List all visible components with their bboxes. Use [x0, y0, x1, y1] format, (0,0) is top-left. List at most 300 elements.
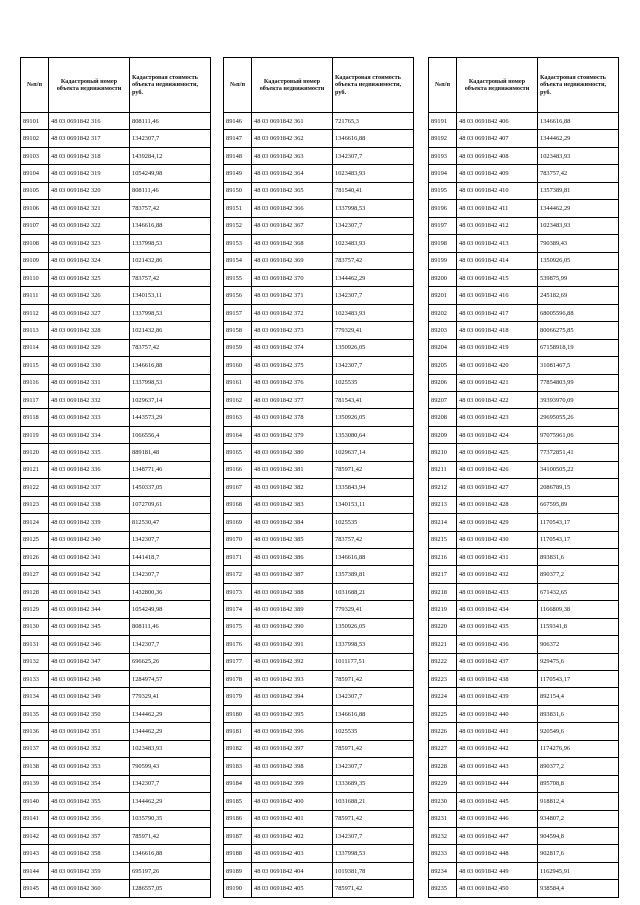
cadastral-number-cell: 48 03 0691842 406 — [457, 113, 538, 130]
cadastral-cost-cell: 890377,2 — [538, 566, 619, 583]
table-row — [429, 566, 619, 583]
row-number-cell: 89230 — [429, 793, 457, 810]
cadastral-cost-cell: 1023483,93 — [130, 740, 211, 757]
row-number-cell: 89203 — [429, 322, 457, 339]
row-number-cell: 89127 — [21, 566, 49, 583]
table-row — [21, 496, 211, 513]
table-row — [224, 827, 414, 844]
row-number-cell: 89157 — [224, 304, 252, 321]
table-row — [224, 653, 414, 670]
row-number-cell: 89205 — [429, 357, 457, 374]
row-number-cell: 89225 — [429, 705, 457, 722]
row-number-cell: 89147 — [224, 130, 252, 147]
table-row — [224, 182, 414, 199]
row-number-cell: 89195 — [429, 182, 457, 199]
cadastral-number-cell: 48 03 0691842 390 — [252, 618, 333, 635]
table-body — [429, 113, 619, 898]
cadastral-cost-cell: 783757,42 — [130, 269, 211, 286]
cadastral-number-cell: 48 03 0691842 439 — [457, 688, 538, 705]
cadastral-number-cell: 48 03 0691842 387 — [252, 566, 333, 583]
row-number-cell: 89139 — [21, 775, 49, 792]
cadastral-cost-cell: 929475,6 — [538, 653, 619, 670]
header-cadastral: Кадастровый номер объекта недвижимости — [252, 58, 333, 113]
cadastral-cost-cell: 1443573,29 — [130, 409, 211, 426]
row-number-cell: 89158 — [224, 322, 252, 339]
cadastral-cost-cell: 781543,41 — [333, 392, 414, 409]
row-number-cell: 89133 — [21, 671, 49, 688]
cadastral-number-cell: 48 03 0691842 412 — [457, 217, 538, 234]
table-row — [224, 269, 414, 286]
row-number-cell: 89102 — [21, 130, 49, 147]
cadastral-cost-cell: 1342307,7 — [333, 287, 414, 304]
table-row — [429, 862, 619, 879]
cadastral-cost-cell: 1023483,93 — [333, 165, 414, 182]
row-number-cell: 89151 — [224, 200, 252, 217]
cadastral-cost-cell: 1357389,81 — [538, 182, 619, 199]
cadastral-cost-cell: 1353080,64 — [333, 426, 414, 443]
cadastral-cost-cell: 1342307,7 — [130, 566, 211, 583]
cadastral-number-cell: 48 03 0691842 431 — [457, 548, 538, 565]
table-row — [429, 409, 619, 426]
row-number-cell: 89227 — [429, 740, 457, 757]
cadastral-cost-cell: 1348771,46 — [130, 461, 211, 478]
table-row — [224, 601, 414, 618]
cadastral-number-cell: 48 03 0691842 328 — [49, 322, 130, 339]
cadastral-cost-cell: 80066275,85 — [538, 322, 619, 339]
table-row — [21, 182, 211, 199]
row-number-cell: 89220 — [429, 618, 457, 635]
row-number-cell: 89166 — [224, 461, 252, 478]
cadastral-number-cell: 48 03 0691842 392 — [252, 653, 333, 670]
table-row — [21, 758, 211, 775]
cadastral-number-cell: 48 03 0691842 363 — [252, 147, 333, 164]
cadastral-number-cell: 48 03 0691842 376 — [252, 374, 333, 391]
row-number-cell: 89168 — [224, 496, 252, 513]
cadastral-cost-cell: 721765,3 — [333, 113, 414, 130]
table-row — [21, 479, 211, 496]
cadastral-cost-cell: 1337998,53 — [333, 636, 414, 653]
table-row — [224, 339, 414, 356]
cadastral-number-cell: 48 03 0691842 324 — [49, 252, 130, 269]
cadastral-cost-cell: 1350926,05 — [538, 252, 619, 269]
cadastral-number-cell: 48 03 0691842 325 — [49, 269, 130, 286]
row-number-cell: 89110 — [21, 269, 49, 286]
table-row — [21, 810, 211, 827]
cadastral-cost-cell: 808111,46 — [130, 182, 211, 199]
table-row — [224, 235, 414, 252]
row-number-cell: 89224 — [429, 688, 457, 705]
cadastral-cost-cell: 785971,42 — [333, 810, 414, 827]
table-row — [429, 217, 619, 234]
table-row — [429, 479, 619, 496]
row-number-cell: 89213 — [429, 496, 457, 513]
table-row — [224, 723, 414, 740]
cadastral-cost-cell: 904594,8 — [538, 827, 619, 844]
cadastral-cost-cell: 1035790,35 — [130, 810, 211, 827]
row-number-cell: 89167 — [224, 479, 252, 496]
cadastral-cost-cell: 1337998,53 — [333, 200, 414, 217]
cadastral-cost-cell: 1162945,91 — [538, 862, 619, 879]
cadastral-cost-cell: 1346616,88 — [333, 548, 414, 565]
cadastral-cost-cell: 1350926,05 — [333, 339, 414, 356]
table-row — [224, 845, 414, 862]
row-number-cell: 89134 — [21, 688, 49, 705]
cadastral-number-cell: 48 03 0691842 342 — [49, 566, 130, 583]
cadastral-cost-cell: 1344462,29 — [333, 269, 414, 286]
cadastral-number-cell: 48 03 0691842 316 — [49, 113, 130, 130]
row-number-cell: 89107 — [21, 217, 49, 234]
table-row — [21, 357, 211, 374]
row-number-cell: 89196 — [429, 200, 457, 217]
cadastral-cost-cell: 890377,2 — [538, 758, 619, 775]
row-number-cell: 89146 — [224, 113, 252, 130]
cadastral-cost-cell: 1340153,11 — [130, 287, 211, 304]
cadastral-cost-cell: 783757,42 — [333, 531, 414, 548]
cadastral-number-cell: 48 03 0691842 358 — [49, 845, 130, 862]
row-number-cell: 89211 — [429, 461, 457, 478]
cadastral-cost-cell: 1357389,81 — [333, 566, 414, 583]
cadastral-number-cell: 48 03 0691842 397 — [252, 740, 333, 757]
cadastral-number-cell: 48 03 0691842 442 — [457, 740, 538, 757]
row-number-cell: 89189 — [224, 862, 252, 879]
table-row — [429, 653, 619, 670]
cadastral-number-cell: 48 03 0691842 373 — [252, 322, 333, 339]
row-number-cell: 89198 — [429, 235, 457, 252]
cadastral-number-cell: 48 03 0691842 353 — [49, 758, 130, 775]
cadastral-cost-cell: 1346616,88 — [130, 357, 211, 374]
cadastral-cost-cell: 667595,89 — [538, 496, 619, 513]
cadastral-number-cell: 48 03 0691842 411 — [457, 200, 538, 217]
cadastral-cost-cell: 1029637,14 — [333, 444, 414, 461]
row-number-cell: 89165 — [224, 444, 252, 461]
cadastral-cost-cell: 1346616,88 — [130, 845, 211, 862]
cadastral-cost-cell: 812530,47 — [130, 514, 211, 531]
row-number-cell: 89216 — [429, 548, 457, 565]
cadastral-number-cell: 48 03 0691842 362 — [252, 130, 333, 147]
row-number-cell: 89191 — [429, 113, 457, 130]
cadastral-number-cell: 48 03 0691842 436 — [457, 636, 538, 653]
cadastral-cost-cell: 1337998,53 — [130, 304, 211, 321]
cadastral-number-cell: 48 03 0691842 404 — [252, 862, 333, 879]
cadastral-number-cell: 48 03 0691842 338 — [49, 496, 130, 513]
row-number-cell: 89129 — [21, 601, 49, 618]
row-number-cell: 89141 — [21, 810, 49, 827]
cadastral-cost-cell: 893831,6 — [538, 548, 619, 565]
cadastral-number-cell: 48 03 0691842 346 — [49, 636, 130, 653]
table-row — [224, 514, 414, 531]
cadastral-number-cell: 48 03 0691842 448 — [457, 845, 538, 862]
cadastral-cost-cell: 1170543,17 — [538, 531, 619, 548]
cadastral-cost-cell: 1350926,05 — [333, 409, 414, 426]
table-row — [429, 810, 619, 827]
cadastral-number-cell: 48 03 0691842 435 — [457, 618, 538, 635]
table-row — [429, 618, 619, 635]
row-number-cell: 89150 — [224, 182, 252, 199]
cadastral-cost-cell: 906372 — [538, 636, 619, 653]
row-number-cell: 89156 — [224, 287, 252, 304]
row-number-cell: 89180 — [224, 705, 252, 722]
table-row — [224, 304, 414, 321]
cadastral-cost-cell: 1023483,93 — [538, 147, 619, 164]
header-num: №п/п — [21, 58, 49, 113]
table-row — [429, 740, 619, 757]
cadastral-number-cell: 48 03 0691842 332 — [49, 392, 130, 409]
cadastral-cost-cell: 1337998,53 — [130, 374, 211, 391]
cadastral-number-cell: 48 03 0691842 319 — [49, 165, 130, 182]
cadastral-cost-cell: 1284974,57 — [130, 671, 211, 688]
table-row — [21, 409, 211, 426]
cadastral-table-1 — [20, 57, 211, 898]
cadastral-cost-cell: 1337998,53 — [333, 845, 414, 862]
cadastral-number-cell: 48 03 0691842 424 — [457, 426, 538, 443]
cadastral-number-cell: 48 03 0691842 433 — [457, 583, 538, 600]
cadastral-cost-cell: 934807,2 — [538, 810, 619, 827]
table-row — [21, 235, 211, 252]
cadastral-number-cell: 48 03 0691842 391 — [252, 636, 333, 653]
cadastral-cost-cell: 1054249,98 — [130, 601, 211, 618]
cadastral-number-cell: 48 03 0691842 415 — [457, 269, 538, 286]
cadastral-cost-cell: 34100505,22 — [538, 461, 619, 478]
table-row — [224, 862, 414, 879]
table-row — [429, 793, 619, 810]
row-number-cell: 89152 — [224, 217, 252, 234]
cadastral-cost-cell: 97075961,06 — [538, 426, 619, 443]
cadastral-cost-cell: 785971,42 — [333, 740, 414, 757]
cadastral-cost-cell: 1170543,17 — [538, 514, 619, 531]
row-number-cell: 89221 — [429, 636, 457, 653]
cadastral-number-cell: 48 03 0691842 405 — [252, 880, 333, 897]
table-row — [429, 357, 619, 374]
table-row — [429, 601, 619, 618]
table-row — [21, 775, 211, 792]
cadastral-cost-cell: 1344462,29 — [130, 705, 211, 722]
row-number-cell: 89200 — [429, 269, 457, 286]
row-number-cell: 89103 — [21, 147, 49, 164]
cadastral-number-cell: 48 03 0691842 379 — [252, 426, 333, 443]
row-number-cell: 89122 — [21, 479, 49, 496]
row-number-cell: 89190 — [224, 880, 252, 897]
table-row — [429, 182, 619, 199]
table-row — [21, 113, 211, 130]
cadastral-cost-cell: 1023483,93 — [333, 235, 414, 252]
cadastral-cost-cell: 1439284,12 — [130, 147, 211, 164]
row-number-cell: 89143 — [21, 845, 49, 862]
cadastral-number-cell: 48 03 0691842 368 — [252, 235, 333, 252]
row-number-cell: 89226 — [429, 723, 457, 740]
row-number-cell: 89222 — [429, 653, 457, 670]
table-row — [224, 217, 414, 234]
cadastral-cost-cell: 1166809,38 — [538, 601, 619, 618]
cadastral-cost-cell: 893831,6 — [538, 705, 619, 722]
cadastral-cost-cell: 1333689,35 — [333, 775, 414, 792]
row-number-cell: 89187 — [224, 827, 252, 844]
table-row — [429, 705, 619, 722]
table-row — [224, 322, 414, 339]
row-number-cell: 89178 — [224, 671, 252, 688]
row-number-cell: 89223 — [429, 671, 457, 688]
cadastral-number-cell: 48 03 0691842 429 — [457, 514, 538, 531]
cadastral-cost-cell: 892154,4 — [538, 688, 619, 705]
cadastral-number-cell: 48 03 0691842 334 — [49, 426, 130, 443]
cadastral-number-cell: 48 03 0691842 361 — [252, 113, 333, 130]
cadastral-number-cell: 48 03 0691842 434 — [457, 601, 538, 618]
cadastral-number-cell: 48 03 0691842 327 — [49, 304, 130, 321]
row-number-cell: 89172 — [224, 566, 252, 583]
cadastral-cost-cell: 1025535 — [333, 374, 414, 391]
cadastral-cost-cell: 785971,42 — [130, 827, 211, 844]
cadastral-number-cell: 48 03 0691842 393 — [252, 671, 333, 688]
cadastral-cost-cell: 1019381,78 — [333, 862, 414, 879]
cadastral-cost-cell: 783757,42 — [130, 339, 211, 356]
table-header-row — [21, 58, 211, 113]
table-row — [21, 548, 211, 565]
cadastral-cost-cell: 895708,8 — [538, 775, 619, 792]
cadastral-cost-cell: 783757,42 — [333, 252, 414, 269]
cadastral-number-cell: 48 03 0691842 365 — [252, 182, 333, 199]
table-row — [224, 583, 414, 600]
cadastral-cost-cell: 1450337,05 — [130, 479, 211, 496]
table-row — [224, 287, 414, 304]
table-row — [21, 601, 211, 618]
cadastral-number-cell: 48 03 0691842 437 — [457, 653, 538, 670]
row-number-cell: 89175 — [224, 618, 252, 635]
cadastral-number-cell: 48 03 0691842 364 — [252, 165, 333, 182]
cadastral-cost-cell: 790389,43 — [538, 235, 619, 252]
table-row — [429, 235, 619, 252]
cadastral-number-cell: 48 03 0691842 447 — [457, 827, 538, 844]
table-row — [21, 165, 211, 182]
cadastral-number-cell: 48 03 0691842 445 — [457, 793, 538, 810]
cadastral-number-cell: 48 03 0691842 446 — [457, 810, 538, 827]
table-row — [429, 496, 619, 513]
header-num: №п/п — [429, 58, 457, 113]
cadastral-cost-cell: 1159341,8 — [538, 618, 619, 635]
cadastral-cost-cell: 1340153,11 — [333, 496, 414, 513]
cadastral-cost-cell: 1021432,86 — [130, 322, 211, 339]
table-row — [429, 461, 619, 478]
row-number-cell: 89135 — [21, 705, 49, 722]
table-row — [224, 130, 414, 147]
table-row — [224, 740, 414, 757]
cadastral-number-cell: 48 03 0691842 377 — [252, 392, 333, 409]
cadastral-cost-cell: 77854803,99 — [538, 374, 619, 391]
row-number-cell: 89119 — [21, 426, 49, 443]
cadastral-cost-cell: 783757,42 — [130, 200, 211, 217]
cadastral-number-cell: 48 03 0691842 416 — [457, 287, 538, 304]
cadastral-cost-cell: 1346616,88 — [538, 113, 619, 130]
row-number-cell: 89179 — [224, 688, 252, 705]
row-number-cell: 89171 — [224, 548, 252, 565]
cadastral-number-cell: 48 03 0691842 345 — [49, 618, 130, 635]
row-number-cell: 89108 — [21, 235, 49, 252]
table-row — [224, 810, 414, 827]
row-number-cell: 89170 — [224, 531, 252, 548]
row-number-cell: 89199 — [429, 252, 457, 269]
row-number-cell: 89116 — [21, 374, 49, 391]
cadastral-number-cell: 48 03 0691842 430 — [457, 531, 538, 548]
cadastral-number-cell: 48 03 0691842 432 — [457, 566, 538, 583]
cadastral-number-cell: 48 03 0691842 359 — [49, 862, 130, 879]
table-row — [224, 880, 414, 897]
cadastral-number-cell: 48 03 0691842 380 — [252, 444, 333, 461]
row-number-cell: 89124 — [21, 514, 49, 531]
row-number-cell: 89114 — [21, 339, 49, 356]
table-row — [21, 880, 211, 897]
cadastral-cost-cell: 1025535 — [333, 514, 414, 531]
table-row — [224, 147, 414, 164]
row-number-cell: 89212 — [429, 479, 457, 496]
row-number-cell: 89176 — [224, 636, 252, 653]
cadastral-cost-cell: 1342307,7 — [333, 688, 414, 705]
table-row — [429, 287, 619, 304]
table-row — [429, 165, 619, 182]
cadastral-cost-cell: 695197,26 — [130, 862, 211, 879]
header-cost: Кадастровая стоимость объекта недвижимости, руб. — [333, 58, 414, 113]
table-row — [224, 688, 414, 705]
row-number-cell: 89149 — [224, 165, 252, 182]
table-header-row — [429, 58, 619, 113]
row-number-cell: 89118 — [21, 409, 49, 426]
cadastral-cost-cell: 1029637,14 — [130, 392, 211, 409]
cadastral-number-cell: 48 03 0691842 351 — [49, 723, 130, 740]
row-number-cell: 89183 — [224, 758, 252, 775]
header-num: №п/п — [224, 58, 252, 113]
cadastral-cost-cell: 1011177,51 — [333, 653, 414, 670]
table-row — [21, 461, 211, 478]
row-number-cell: 89215 — [429, 531, 457, 548]
cadastral-number-cell: 48 03 0691842 374 — [252, 339, 333, 356]
table-row — [429, 688, 619, 705]
cadastral-cost-cell: 1342307,7 — [130, 775, 211, 792]
cadastral-number-cell: 48 03 0691842 382 — [252, 479, 333, 496]
row-number-cell: 89161 — [224, 374, 252, 391]
table-row — [224, 705, 414, 722]
cadastral-cost-cell: 1286557,05 — [130, 880, 211, 897]
table-row — [224, 374, 414, 391]
table-row — [224, 671, 414, 688]
cadastral-cost-cell: 1170543,17 — [538, 671, 619, 688]
cadastral-cost-cell: 245182,69 — [538, 287, 619, 304]
row-number-cell: 89160 — [224, 357, 252, 374]
row-number-cell: 89194 — [429, 165, 457, 182]
row-number-cell: 89164 — [224, 426, 252, 443]
table-row — [21, 444, 211, 461]
table-row — [429, 548, 619, 565]
cadastral-number-cell: 48 03 0691842 413 — [457, 235, 538, 252]
row-number-cell: 89204 — [429, 339, 457, 356]
row-number-cell: 89218 — [429, 583, 457, 600]
row-number-cell: 89106 — [21, 200, 49, 217]
cadastral-number-cell: 48 03 0691842 414 — [457, 252, 538, 269]
cadastral-number-cell: 48 03 0691842 428 — [457, 496, 538, 513]
cadastral-number-cell: 48 03 0691842 317 — [49, 130, 130, 147]
cadastral-cost-cell: 1441418,7 — [130, 548, 211, 565]
table-row — [224, 566, 414, 583]
cadastral-cost-cell: 790599,43 — [130, 758, 211, 775]
row-number-cell: 89145 — [21, 880, 49, 897]
cadastral-cost-cell: 77372851,41 — [538, 444, 619, 461]
cadastral-cost-cell: 1021432,86 — [130, 252, 211, 269]
table-row — [21, 322, 211, 339]
table-row — [224, 392, 414, 409]
cadastral-number-cell: 48 03 0691842 394 — [252, 688, 333, 705]
row-number-cell: 89208 — [429, 409, 457, 426]
cadastral-number-cell: 48 03 0691842 344 — [49, 601, 130, 618]
table-row — [21, 671, 211, 688]
table-row — [429, 583, 619, 600]
table-header-row — [224, 58, 414, 113]
cadastral-cost-cell: 1344462,29 — [130, 723, 211, 740]
